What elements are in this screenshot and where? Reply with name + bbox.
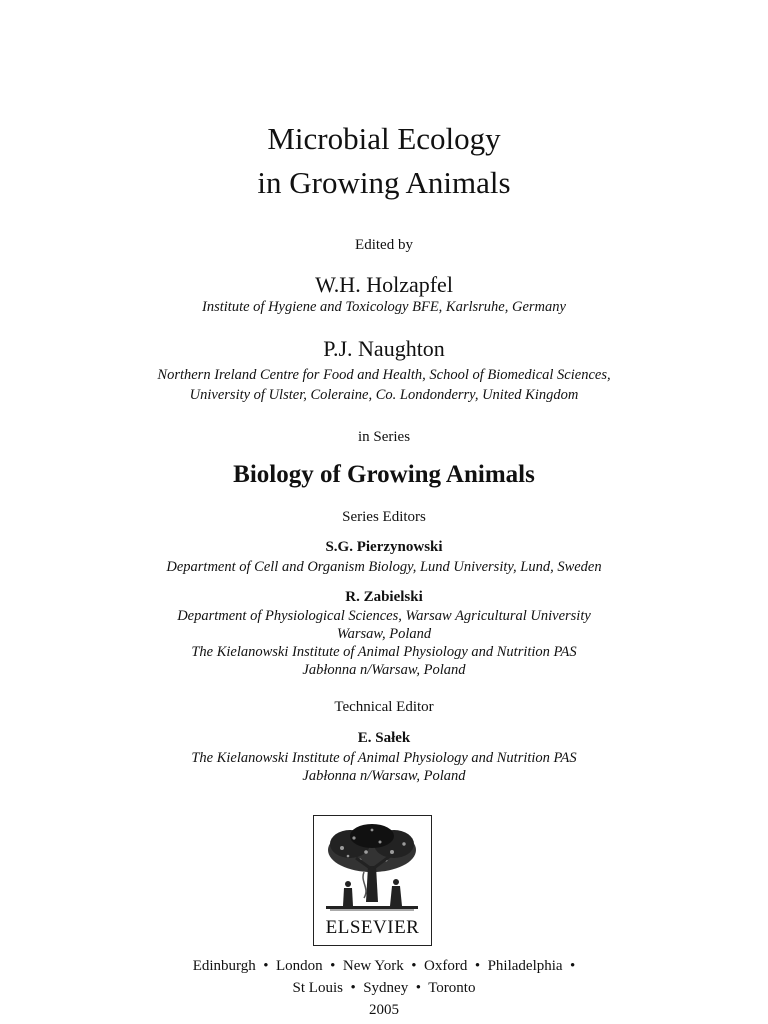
series-editor-affiliation-1 [0,558,768,576]
book-title-line-1: Microbial Ecology [267,121,501,156]
publisher-cities [0,955,768,1021]
series-editor-affiliation-2-line-4: Jabłonna n/Warsaw, Poland [302,662,466,678]
book-title-line-2: in Growing Animals [257,165,511,200]
series-editor-affiliation-2-line-3: The Kielanowski Institute of Animal Physiology and Nutrition PAS [191,644,577,660]
editor-affiliation-2-line-1: Northern Ireland Centre for Food and Health, School of Biomedical Sciences, [157,367,611,383]
series-title: Biology of Growing Animals [233,461,535,488]
technical-editor-heading: Technical Editor [334,699,434,715]
editor-affiliation-2-line-2: University of Ulster, Coleraine, Co. Londonderry, United Kingdom [189,387,579,403]
editor-name-2: P.J. Naughton [323,336,445,361]
technical-editor-affiliation [0,749,768,785]
technical-editor-affiliation-line-1: The Kielanowski Institute of Animal Physiology and Nutrition PAS [191,750,577,766]
publication-year: 2005 [369,1002,399,1018]
technical-editor-name: E. Sałek [357,730,411,746]
editor-affiliation-1 [0,297,768,317]
editor-affiliation-1-line-1: Institute of Hygiene and Toxicology BFE, Karlsruhe, Germany [202,299,566,315]
series-editor-affiliation-2-line-2: Warsaw, Poland [336,626,432,642]
series-editor-name-1: S.G. Pierzynowski [325,539,443,555]
elsevier-tree-icon [320,822,424,918]
technical-editor-affiliation-line-2: Jabłonna n/Warsaw, Poland [302,768,466,784]
publisher-cities-line-1: Edinburgh • London • New York • Oxford • Philadelphia • [192,958,576,974]
edited-by-label: Edited by [355,237,413,253]
editor-affiliation-2 [0,365,768,405]
series-intro: in Series [357,429,411,445]
publisher-logo [313,815,432,946]
series-editor-affiliation-2-line-1: Department of Physiological Sciences, Warsaw Agricultural University [177,608,591,624]
editor-name-1: W.H. Holzapfel [315,272,453,297]
series-editor-affiliation-2 [0,607,768,679]
book-title [0,117,768,205]
series-editor-name-2: R. Zabielski [345,589,423,605]
series-editors-heading: Series Editors [342,509,426,525]
publisher-cities-line-2: St Louis • Sydney • Toronto [292,980,476,996]
series-editor-affiliation-1-line-1: Department of Cell and Organism Biology, Lund University, Lund, Sweden [166,559,602,575]
elsevier-logo-text: ELSEVIER [325,917,420,938]
